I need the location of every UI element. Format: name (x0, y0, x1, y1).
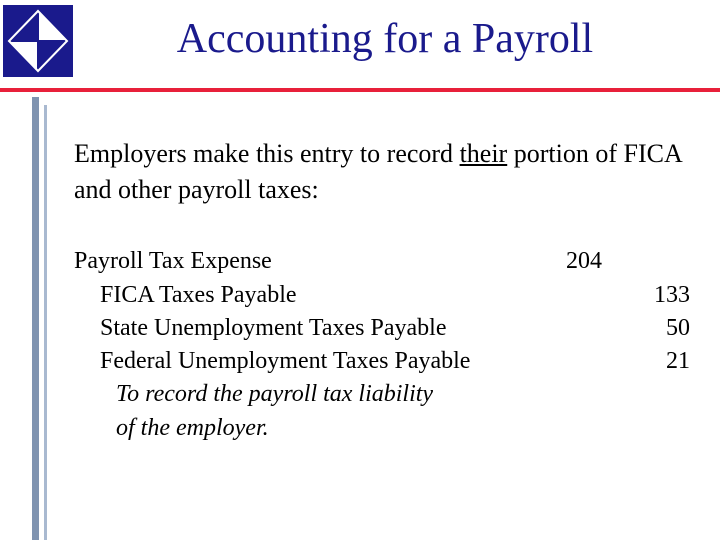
account-name: Payroll Tax Expense (74, 248, 272, 274)
intro-text-start: Employers make this entry to record (74, 139, 460, 168)
credit-amount: 133 (654, 282, 690, 308)
memo-line-1: To record the payroll tax liability (116, 381, 434, 407)
intro-text (74, 136, 714, 208)
account-name: FICA Taxes Payable (100, 282, 297, 308)
credit-amount: 50 (666, 315, 690, 341)
memo-line-2: of the employer. (116, 415, 269, 441)
journal-line (0, 245, 720, 278)
credit-amount: 21 (666, 348, 690, 374)
journal-line (0, 345, 720, 378)
journal-memo (0, 378, 720, 411)
journal-line (0, 312, 720, 345)
intro-emphasis: their (459, 139, 508, 168)
page-title: Accounting for a Payroll (176, 16, 594, 62)
title-divider (0, 88, 720, 92)
account-name: Federal Unemployment Taxes Payable (100, 348, 471, 374)
intro-text-end: portion of FICA and other payroll taxes: (74, 139, 682, 204)
debit-amount: 204 (566, 248, 602, 274)
journal-memo (0, 412, 720, 445)
journal-line (0, 279, 720, 312)
account-name: State Unemployment Taxes Payable (100, 315, 447, 341)
